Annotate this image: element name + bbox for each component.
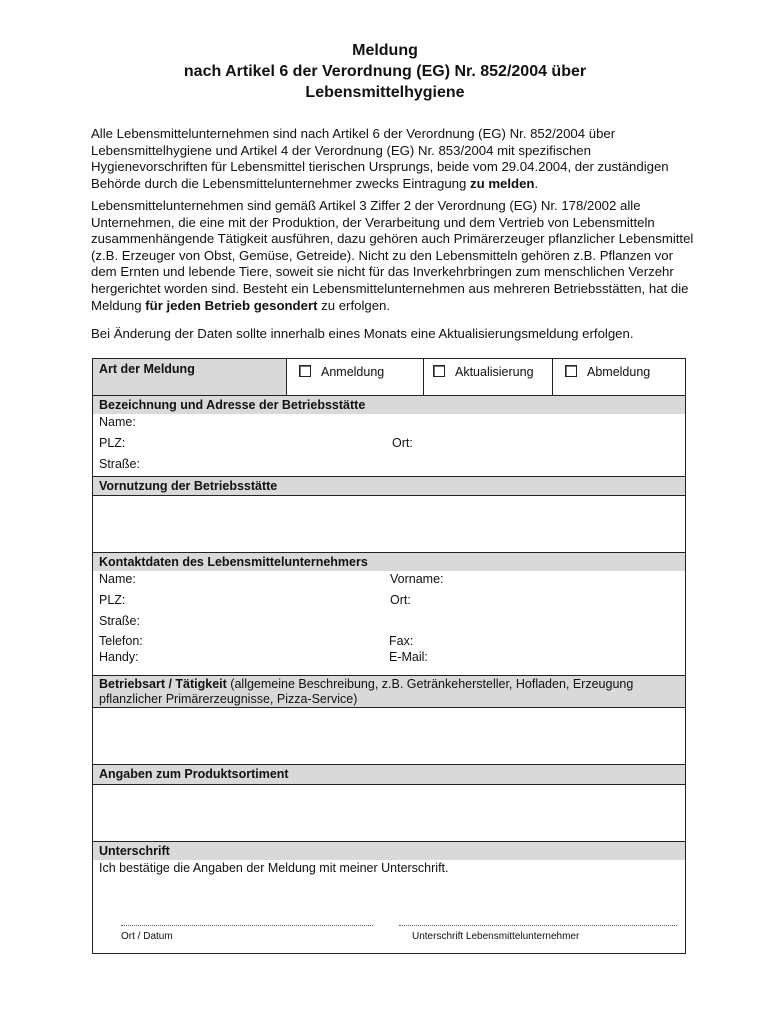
kontakt-ort-field[interactable]: Ort:: [390, 593, 411, 607]
ort-datum-line[interactable]: [121, 925, 373, 926]
betrieb-name-field[interactable]: Name:: [99, 415, 136, 429]
checkbox-abmeldung-label: Abmeldung: [587, 365, 651, 379]
ort-datum-label: Ort / Datum: [121, 931, 173, 942]
intro-paragraph-3: [91, 326, 701, 343]
kontakt-handy-field[interactable]: Handy:: [99, 650, 139, 664]
checkbox-icon[interactable]: [565, 365, 577, 377]
document-title: [0, 40, 770, 103]
betrieb-plz-field[interactable]: PLZ:: [99, 436, 126, 450]
divider: [552, 359, 553, 395]
checkbox-anmeldung[interactable]: [299, 365, 384, 379]
checkbox-icon[interactable]: [433, 365, 445, 377]
intro-p2-text: Lebensmittelunternehmen sind gemäß Artikel 3 Ziffer 2 der Verordnung (EG) Nr. 178/2002 alle Unternehmen, die eine mit der Produktion, der Verarbeitung und dem Vertrieb von Lebensmitteln zusammenhängende Tätigkeit ausführen, dazu gehören auch Primärerzeuger pflanzlicher Lebensmittel (z.B. Erzeuger von Obst, Gemüse, Getreide). Nicht zu den Lebensmitteln gehören z.B. Pflanzen vor dem Ernten und lebende Tiere, soweit sie nicht für das Inverkehrbringen zum menschlichen Verzehr hergerichtet worden sind. Besteht ein Lebensmittelunternehmen aus mehreren Betriebsstätten, hat die Meldung: [91, 198, 694, 313]
kontakt-plz-field[interactable]: PLZ:: [99, 593, 126, 607]
section-header-produkt: [93, 764, 685, 785]
produkt-input-area[interactable]: [93, 784, 685, 842]
betriebsart-header-rest: (allgemeine Beschreibung, z.B. Getränkehersteller, Hofladen, Erzeugung pflanzlicher Primärerzeugnisse, Pizza-Service): [99, 677, 634, 706]
section-header-vornutzung: [93, 476, 685, 496]
unterschrift-header: Unterschrift: [99, 844, 170, 858]
betriebsart-header-bold: Betriebsart / Tätigkeit: [99, 677, 227, 691]
intro-p2-end: zu erfolgen.: [317, 297, 391, 313]
signature-label: Unterschrift Lebensmittelunternehmer: [412, 931, 580, 942]
title-line-2: nach Artikel 6 der Verordnung (EG) Nr. 852/2004 über: [183, 63, 587, 80]
kontakt-name-field[interactable]: Name:: [99, 572, 136, 586]
intro-p1-bold: zu melden: [470, 175, 535, 191]
betriebsstaette-header: Bezeichnung und Adresse der Betriebsstätte: [99, 398, 366, 412]
title-line-1: Meldung: [352, 42, 418, 59]
kontakt-header: Kontaktdaten des Lebensmittelunternehmers: [99, 555, 368, 569]
art-label: Art der Meldung: [99, 362, 195, 376]
checkbox-aktualisierung[interactable]: [433, 365, 534, 379]
checkbox-anmeldung-label: Anmeldung: [321, 365, 385, 379]
kontakt-email-field[interactable]: E-Mail:: [389, 650, 428, 664]
betriebsart-input-area[interactable]: [93, 707, 685, 766]
produkt-header: Angaben zum Produktsortiment: [99, 767, 289, 781]
section-header-betriebsart: [93, 675, 685, 708]
intro-p1-end: .: [534, 175, 539, 191]
registration-form: [92, 358, 686, 954]
vornutzung-header: Vornutzung der Betriebsstätte: [99, 479, 278, 493]
signature-line[interactable]: [399, 925, 677, 926]
title-line-3: Lebensmittelhygiene: [305, 84, 465, 101]
betrieb-ort-field[interactable]: Ort:: [392, 436, 413, 450]
checkbox-aktualisierung-label: Aktualisierung: [455, 365, 534, 379]
kontakt-strasse-field[interactable]: Straße:: [99, 614, 140, 628]
divider: [286, 359, 287, 395]
vornutzung-input-area[interactable]: [93, 495, 685, 552]
art-label-cell: [93, 359, 286, 395]
unterschrift-text: Ich bestätige die Angaben der Meldung mit meiner Unterschrift.: [99, 861, 449, 875]
intro-p2-bold: für jeden Betrieb gesondert: [145, 297, 318, 313]
checkbox-abmeldung[interactable]: [565, 365, 650, 379]
checkbox-icon[interactable]: [299, 365, 311, 377]
section-header-kontakt: [93, 552, 685, 571]
intro-p3-text: Bei Änderung der Daten sollte innerhalb eines Monats eine Aktualisierungsmeldung erfolgen.: [91, 326, 634, 341]
section-header-betriebsstaette: [93, 395, 685, 414]
intro-paragraph-2: [91, 198, 701, 314]
kontakt-telefon-field[interactable]: Telefon:: [99, 634, 143, 648]
intro-p1-text: Alle Lebensmittelunternehmen sind nach Artikel 6 der Verordnung (EG) Nr. 852/2004 über Lebensmittelhygiene und Artikel 4 der Verordnung (EG) Nr. 853/2004 mit spezifischen Hygienevorschriften für Lebensmittel tierischen Ursprungs, beide vom 29.04.2004, der zuständigen Behörde durch die Lebensmittelunternehmer zwecks Eintragung: [91, 126, 669, 191]
section-header-unterschrift: [93, 841, 685, 860]
intro-paragraph-1: [91, 126, 701, 192]
kontakt-vorname-field[interactable]: Vorname:: [390, 572, 444, 586]
divider: [423, 359, 424, 395]
kontakt-fax-field[interactable]: Fax:: [389, 634, 414, 648]
betrieb-strasse-field[interactable]: Straße:: [99, 457, 140, 471]
